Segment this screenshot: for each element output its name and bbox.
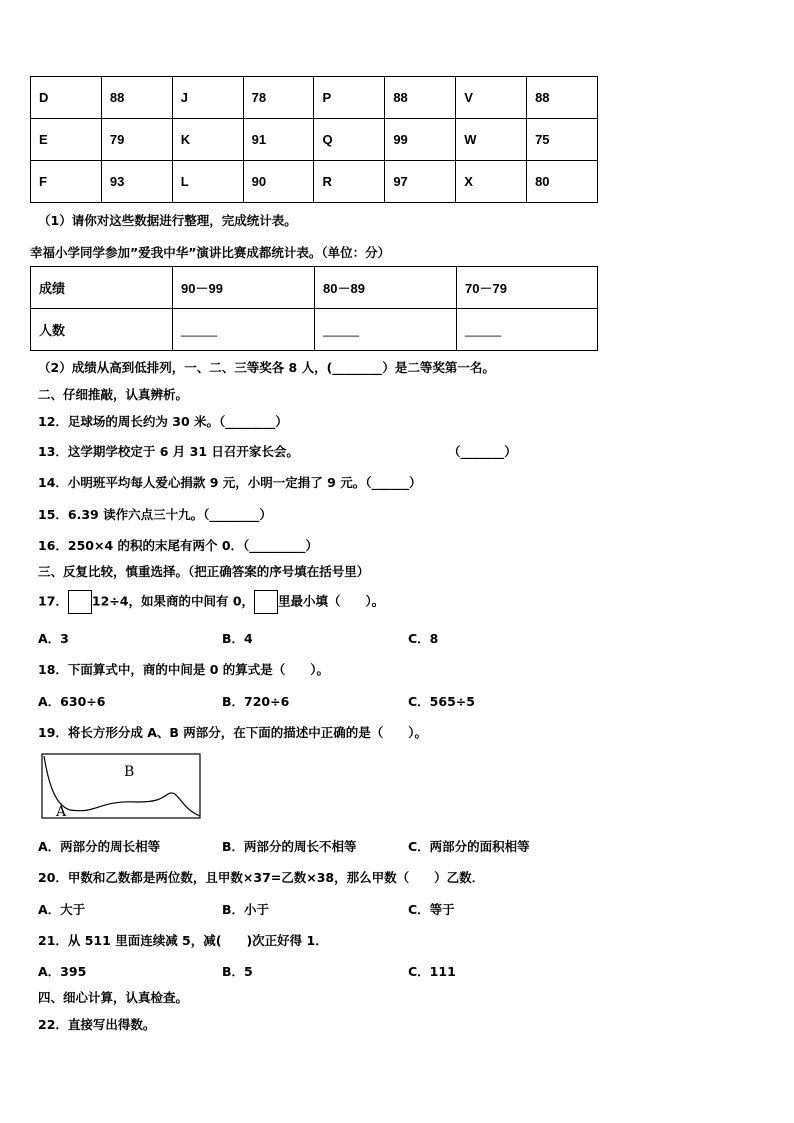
rectangle-division-figure <box>38 750 204 822</box>
q1-instruction: （1）请你对这些数据进行整理，完成统计表。 <box>38 213 297 228</box>
student-name-cell: Q <box>314 119 385 161</box>
question-13-answer-paren: （_______） <box>448 444 517 459</box>
section-3-heading: 三、反复比较，慎重选择。（把正确答案的序号填在括号里） <box>38 564 370 579</box>
score-cell: 93 <box>101 161 172 203</box>
student-name-cell: X <box>456 161 527 203</box>
region-label-b: B <box>124 764 135 780</box>
q21-option-b[interactable]: B．5 <box>222 964 253 979</box>
stats-header-range-80: 80－89 <box>315 267 457 309</box>
q21-option-a[interactable]: A．395 <box>38 964 87 979</box>
stats-header-range-70: 70－79 <box>457 267 598 309</box>
score-cell: 91 <box>243 119 314 161</box>
dividing-curve <box>44 756 200 816</box>
q19-option-b[interactable]: B．两部分的周长不相等 <box>222 839 357 854</box>
score-cell: 90 <box>243 161 314 203</box>
question-17-number: 17． <box>38 593 68 609</box>
student-name-cell: K <box>172 119 243 161</box>
question-20: 20．甲数和乙数都是两位数，且甲数×37=乙数×38，那么甲数（ ）乙数． <box>38 870 485 885</box>
score-cell: 88 <box>101 77 172 119</box>
q20-option-c[interactable]: C．等于 <box>408 902 455 917</box>
section-2-heading: 二、仔细推敲，认真辨析。 <box>38 387 189 402</box>
stats-count-label: 人数 <box>31 309 173 351</box>
score-cell: 79 <box>101 119 172 161</box>
question-22: 22．直接写出得数。 <box>38 1017 156 1032</box>
stats-header-score: 成绩 <box>31 267 173 309</box>
question-12: 12．足球场的周长约为 30 米。（________） <box>38 414 288 429</box>
q19-option-c[interactable]: C．两部分的面积相等 <box>408 839 530 854</box>
q20-option-b[interactable]: B．小于 <box>222 902 270 917</box>
q17-option-c[interactable]: C．8 <box>408 631 439 646</box>
region-label-a: A <box>56 804 67 820</box>
question-17 <box>38 590 384 614</box>
question-21: 21．从 511 里面连续减 5，减( )次正好得 1． <box>38 933 328 948</box>
question-16: 16．250×4 的积的末尾有两个 0．（_________） <box>38 538 319 553</box>
score-cell: 97 <box>385 161 456 203</box>
question-18: 18．下面算式中，商的中间是 0 的算式是（ ）。 <box>38 662 330 677</box>
stats-table-title: 幸福小学同学参加”爱我中华”演讲比赛成都统计表。（单位：分） <box>30 245 391 260</box>
score-cell: 99 <box>385 119 456 161</box>
student-name-cell: W <box>456 119 527 161</box>
student-name-cell: V <box>456 77 527 119</box>
score-cell: 88 <box>527 77 598 119</box>
question-17-middle: 12÷4，如果商的中间有 0， <box>91 593 255 609</box>
stats-table <box>30 266 598 351</box>
scores-row <box>31 77 598 119</box>
stats-count-blank[interactable]: _____ <box>173 309 315 351</box>
q18-option-c[interactable]: C．565÷5 <box>408 694 475 709</box>
q20-option-a[interactable]: A．大于 <box>38 902 86 917</box>
score-cell: 78 <box>243 77 314 119</box>
q21-option-c[interactable]: C．111 <box>408 964 456 979</box>
answer-box[interactable] <box>254 590 278 614</box>
section-4-heading: 四、细心计算，认真检查。 <box>38 990 189 1005</box>
q18-option-a[interactable]: A．630÷6 <box>38 694 106 709</box>
student-name-cell: F <box>31 161 102 203</box>
question-19: 19．将长方形分成 A、B 两部分，在下面的描述中正确的是（ ）。 <box>38 725 428 740</box>
question-14: 14．小明班平均每人爱心捐款 9 元，小明一定捐了 9 元。（______） <box>38 475 422 490</box>
student-name-cell: J <box>172 77 243 119</box>
q2-text: （2）成绩从高到低排列，一、二、三等奖各 8 人，(________）是二等奖第一名。 <box>38 360 495 375</box>
student-name-cell: E <box>31 119 102 161</box>
stats-header-range-90: 90－99 <box>173 267 315 309</box>
student-name-cell: P <box>314 77 385 119</box>
q19-option-a[interactable]: A．两部分的周长相等 <box>38 839 161 854</box>
student-name-cell: L <box>172 161 243 203</box>
q17-option-b[interactable]: B．4 <box>222 631 253 646</box>
score-cell: 88 <box>385 77 456 119</box>
score-cell: 75 <box>527 119 598 161</box>
scores-row <box>31 161 598 203</box>
student-name-cell: R <box>314 161 385 203</box>
student-name-cell: D <box>31 77 102 119</box>
scores-row <box>31 119 598 161</box>
q18-option-b[interactable]: B．720÷6 <box>222 694 290 709</box>
stats-count-blank[interactable]: _____ <box>457 309 598 351</box>
question-13: 13．这学期学校定于 6 月 31 日召开家长会。 <box>38 444 299 459</box>
question-17-end: 里最小填（ ）。 <box>278 593 385 609</box>
question-15: 15．6.39 读作六点三十九。（________） <box>38 507 272 522</box>
stats-count-blank[interactable]: _____ <box>315 309 457 351</box>
q17-option-a[interactable]: A．3 <box>38 631 69 646</box>
answer-box[interactable] <box>68 590 92 614</box>
scores-table <box>30 76 598 203</box>
score-cell: 80 <box>527 161 598 203</box>
